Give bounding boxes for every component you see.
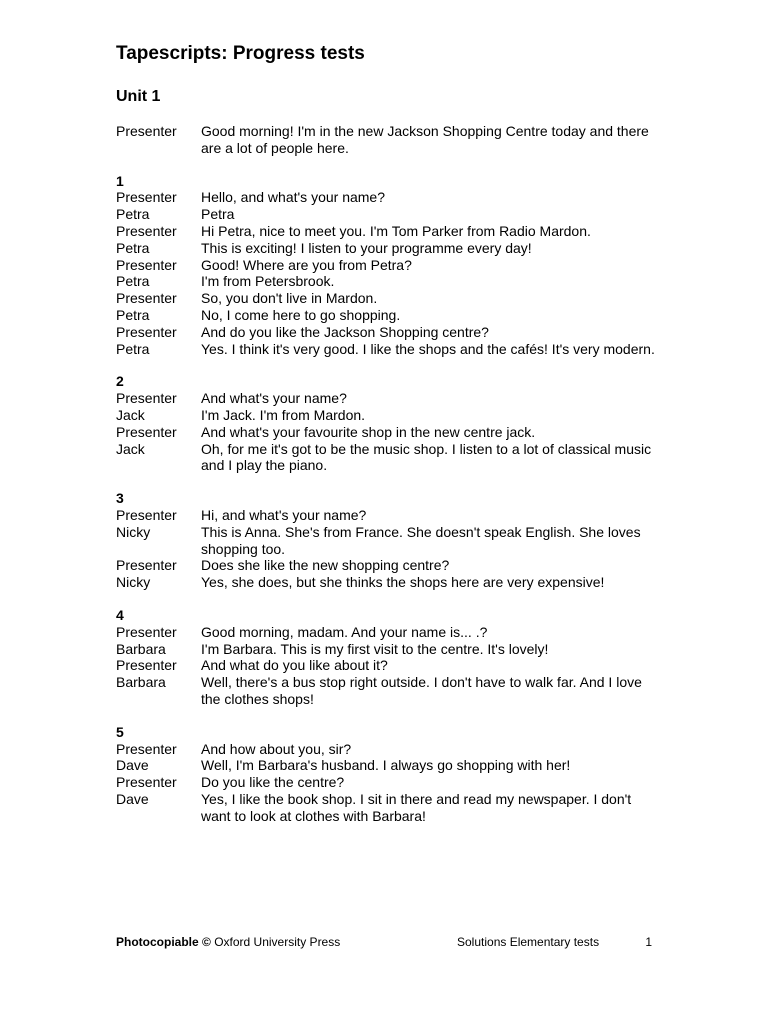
dialogue-text: Hi, and what's your name? <box>201 506 367 523</box>
dialogue-text: I'm Jack. I'm from Mardon. <box>201 406 366 423</box>
dialogue-line <box>116 741 656 758</box>
speaker-name: Jack <box>116 406 145 423</box>
dialogue-text: Good morning! I'm in the new Jackson Shopping Centre today and there are a lot of people here. <box>201 123 649 156</box>
dialogue-line <box>116 624 656 641</box>
speaker-name: Presenter <box>116 323 177 340</box>
dialogue-line <box>116 257 656 274</box>
dialogue-line <box>116 757 656 774</box>
page-number: 1 <box>645 935 652 949</box>
speaker-name: Presenter <box>116 506 177 523</box>
speaker-name: Presenter <box>116 290 177 307</box>
dialogue-text: No, I come here to go shopping. <box>201 306 401 323</box>
section-number: 3 <box>116 490 124 507</box>
dialogue-text: And what's your name? <box>201 390 347 407</box>
dialogue-line <box>116 307 656 324</box>
speaker-name: Presenter <box>116 623 177 640</box>
dialogue-section-5 <box>116 724 656 825</box>
speaker-name: Jack <box>116 440 145 457</box>
speaker-name: Petra <box>116 273 150 290</box>
dialogue-line <box>116 441 656 475</box>
series-name: Solutions Elementary tests <box>457 935 600 949</box>
dialogue-text: Does she like the new shopping centre? <box>201 557 450 574</box>
speaker-name: Presenter <box>116 774 177 791</box>
dialogue-text: Oh, for me it's got to be the music shop. I listen to a lot of classical music and I play the piano. <box>201 440 652 474</box>
unit-title: Unit 1 <box>116 88 161 105</box>
dialogue-line <box>116 189 656 206</box>
dialogue-text: Well, there's a bus stop right outside. I don't have to walk far. And I love the clothes shops! <box>201 674 642 707</box>
dialogue-text: Well, I'm Barbara's husband. I always go shopping with her! <box>201 757 571 774</box>
dialogue-section-1 <box>116 173 656 358</box>
dialogue-section-4 <box>116 607 656 708</box>
speaker-name: Presenter <box>116 222 177 239</box>
speaker-name: Petra <box>116 239 150 256</box>
section-number: 2 <box>116 373 124 390</box>
section-number: 5 <box>116 723 124 740</box>
dialogue-line <box>116 206 656 223</box>
dialogue-text: I'm from Petersbrook. <box>201 273 335 290</box>
dialogue-text: And do you like the Jackson Shopping centre? <box>201 323 489 340</box>
dialogue-section-2 <box>116 373 656 474</box>
dialogue-line <box>116 341 656 358</box>
speaker-name: Presenter <box>116 123 177 139</box>
dialogue-text: Good! Where are you from Petra? <box>201 256 412 273</box>
speaker-name: Presenter <box>116 657 177 674</box>
dialogue-text: I'm Barbara. This is my first visit to the centre. It's lovely! <box>201 640 549 657</box>
dialogue-text: This is Anna. She's from France. She doesn't speak English. She loves shopping too. <box>201 523 641 557</box>
dialogue-line <box>116 524 656 558</box>
speaker-name: Barbara <box>116 674 166 691</box>
dialogue-text: And what's your favourite shop in the new centre jack. <box>201 423 536 440</box>
dialogue-section-3 <box>116 490 656 591</box>
dialogue-line <box>116 657 656 674</box>
dialogue-line <box>116 774 656 791</box>
dialogue-text: Hi Petra, nice to meet you. I'm Tom Parker from Radio Mardon. <box>201 222 591 239</box>
dialogue-line <box>116 791 656 825</box>
dialogue-text: This is exciting! I listen to your programme every day! <box>201 239 532 256</box>
speaker-name: Petra <box>116 340 150 357</box>
speaker-name: Presenter <box>116 189 177 206</box>
dialogue-line <box>116 123 656 157</box>
tapescript <box>116 123 656 824</box>
speaker-name: Dave <box>116 757 149 774</box>
speaker-name: Presenter <box>116 423 177 440</box>
speaker-name: Presenter <box>116 256 177 273</box>
dialogue-text: Yes, I like the book shop. I sit in there and read my newspaper. I don't want to look at clothes with Barbara! <box>201 790 632 824</box>
dialogue-line <box>116 273 656 290</box>
dialogue-line <box>116 641 656 658</box>
photocopiable-label: Photocopiable © <box>116 935 211 949</box>
dialogue-text: Petra <box>201 206 235 223</box>
dialogue-text: Yes. I think it's very good. I like the shops and the cafés! It's very modern. <box>201 340 655 357</box>
dialogue-text: And what do you like about it? <box>201 657 388 674</box>
dialogue-line <box>116 290 656 307</box>
speaker-name: Petra <box>116 306 150 323</box>
footer-credit <box>116 934 340 950</box>
speaker-name: Petra <box>116 206 150 223</box>
dialogue-line <box>116 574 656 591</box>
dialogue-line <box>116 674 656 708</box>
dialogue-line <box>116 390 656 407</box>
speaker-name: Nicky <box>116 523 151 540</box>
dialogue-line <box>116 324 656 341</box>
dialogue-line <box>116 424 656 441</box>
dialogue-line <box>116 223 656 240</box>
dialogue-line <box>116 407 656 424</box>
dialogue-text: Hello, and what's your name? <box>201 189 385 206</box>
dialogue-text: And how about you, sir? <box>201 740 352 757</box>
speaker-name: Nicky <box>116 574 151 591</box>
speaker-name: Presenter <box>116 390 177 407</box>
speaker-name: Dave <box>116 790 149 807</box>
speaker-name: Presenter <box>116 557 177 574</box>
speaker-name: Barbara <box>116 640 166 657</box>
dialogue-text: Yes, she does, but she thinks the shops here are very expensive! <box>201 574 605 591</box>
dialogue-line <box>116 507 656 524</box>
section-number: 4 <box>116 606 124 623</box>
dialogue-text: So, you don't live in Mardon. <box>201 290 378 307</box>
dialogue-text: Good morning, madam. And your name is... .? <box>201 623 488 640</box>
dialogue-line <box>116 240 656 257</box>
dialogue-line <box>116 557 656 574</box>
intro-section <box>116 123 656 157</box>
page-title: Tapescripts: Progress tests <box>116 43 365 64</box>
speaker-name: Presenter <box>116 740 177 757</box>
publisher-name: Oxford University Press <box>214 935 341 949</box>
section-number: 1 <box>116 172 124 189</box>
dialogue-text: Do you like the centre? <box>201 774 345 791</box>
